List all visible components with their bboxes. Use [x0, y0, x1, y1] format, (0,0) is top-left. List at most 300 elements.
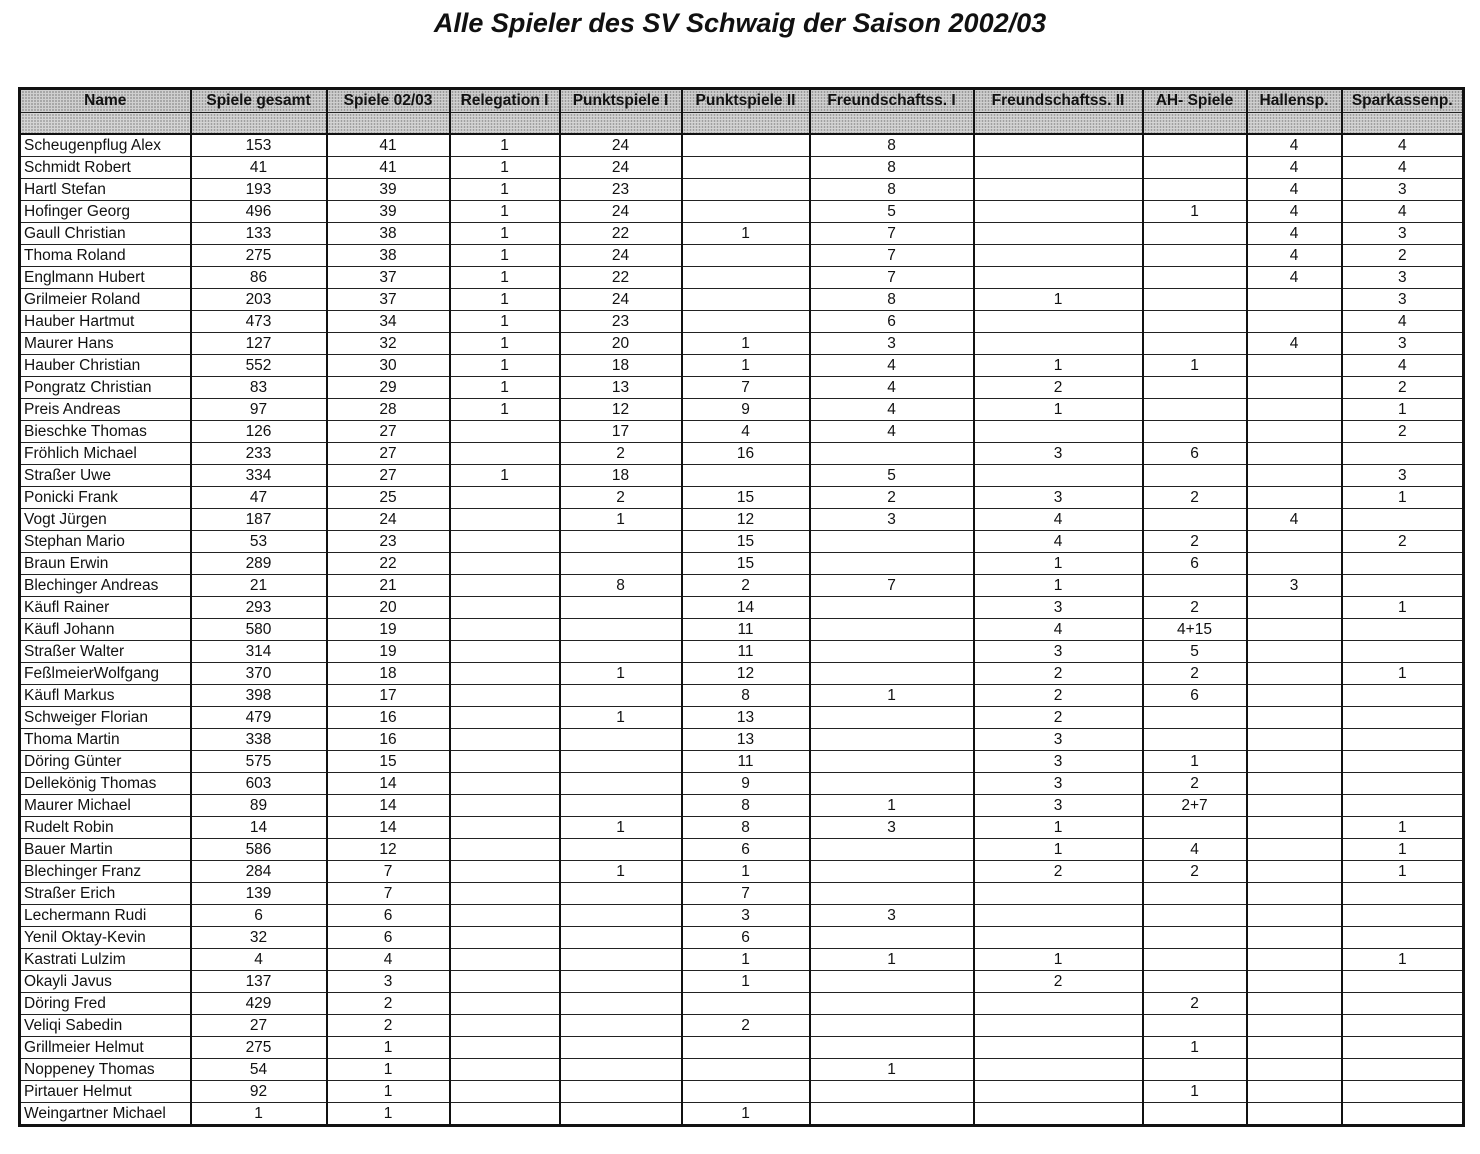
value-cell: [1143, 267, 1247, 289]
value-cell: [682, 267, 810, 289]
value-cell: [560, 597, 682, 619]
value-cell: 3: [974, 443, 1143, 465]
value-cell: 16: [682, 443, 810, 465]
value-cell: 92: [191, 1081, 327, 1103]
value-cell: 6: [682, 927, 810, 949]
value-cell: 1: [1342, 949, 1464, 971]
value-cell: [974, 1037, 1143, 1059]
value-cell: 23: [560, 311, 682, 333]
value-cell: [1247, 553, 1342, 575]
value-cell: 126: [191, 421, 327, 443]
value-cell: 1: [450, 223, 560, 245]
value-cell: [974, 179, 1143, 201]
value-cell: 1: [450, 179, 560, 201]
value-cell: 2: [1143, 531, 1247, 553]
value-cell: 4: [1247, 134, 1342, 157]
value-cell: [1247, 861, 1342, 883]
player-name-cell: Vogt Jürgen: [20, 509, 191, 531]
value-cell: 1: [682, 223, 810, 245]
document-title: Alle Spieler des SV Schwaig der Saison 2002/03: [433, 8, 1047, 38]
value-cell: [450, 1103, 560, 1126]
value-cell: [1247, 839, 1342, 861]
value-cell: 39: [327, 201, 450, 223]
value-cell: [560, 1037, 682, 1059]
value-cell: [560, 1103, 682, 1126]
value-cell: 334: [191, 465, 327, 487]
value-cell: 4: [810, 377, 974, 399]
player-name-cell: Bauer Martin: [20, 839, 191, 861]
value-cell: 1: [450, 289, 560, 311]
player-name-cell: Hauber Hartmut: [20, 311, 191, 333]
value-cell: [1143, 465, 1247, 487]
value-cell: 575: [191, 751, 327, 773]
table-row: [20, 311, 1464, 333]
value-cell: [810, 993, 974, 1015]
value-cell: 15: [682, 531, 810, 553]
value-cell: 24: [560, 245, 682, 267]
value-cell: 7: [810, 267, 974, 289]
value-cell: 8: [810, 134, 974, 157]
value-cell: [1247, 795, 1342, 817]
player-table: [18, 87, 1465, 1127]
value-cell: 6: [327, 905, 450, 927]
value-cell: [1342, 443, 1464, 465]
value-cell: 1: [974, 575, 1143, 597]
player-name-cell: Grilmeier Roland: [20, 289, 191, 311]
player-name-cell: Käufl Markus: [20, 685, 191, 707]
table-row: [20, 421, 1464, 443]
value-cell: 41: [327, 157, 450, 179]
table-row: [20, 443, 1464, 465]
value-cell: 2: [1143, 597, 1247, 619]
value-cell: [1247, 311, 1342, 333]
value-cell: [1143, 223, 1247, 245]
value-cell: 4: [327, 949, 450, 971]
value-cell: 2: [974, 663, 1143, 685]
table-row: [20, 729, 1464, 751]
value-cell: [1247, 641, 1342, 663]
player-name-cell: Döring Günter: [20, 751, 191, 773]
table-row: [20, 751, 1464, 773]
value-cell: 13: [682, 707, 810, 729]
value-cell: 2: [974, 971, 1143, 993]
value-cell: 1: [450, 157, 560, 179]
value-cell: [1247, 949, 1342, 971]
value-cell: 30: [327, 355, 450, 377]
value-cell: [682, 1037, 810, 1059]
value-cell: 2: [974, 377, 1143, 399]
value-cell: 7: [682, 377, 810, 399]
value-cell: 6: [682, 839, 810, 861]
value-cell: 2: [1143, 993, 1247, 1015]
table-row: [20, 465, 1464, 487]
value-cell: 1: [191, 1103, 327, 1126]
value-cell: 14: [327, 795, 450, 817]
value-cell: 1: [327, 1059, 450, 1081]
value-cell: 4: [1342, 201, 1464, 223]
player-name-cell: Schweiger Florian: [20, 707, 191, 729]
value-cell: 4+15: [1143, 619, 1247, 641]
player-name-cell: Maurer Hans: [20, 333, 191, 355]
value-cell: 1: [450, 399, 560, 421]
value-cell: 233: [191, 443, 327, 465]
table-row: [20, 707, 1464, 729]
value-cell: [1342, 553, 1464, 575]
value-cell: 20: [327, 597, 450, 619]
value-cell: [1342, 685, 1464, 707]
value-cell: 32: [191, 927, 327, 949]
value-cell: [1143, 971, 1247, 993]
value-cell: 38: [327, 245, 450, 267]
value-cell: 19: [327, 619, 450, 641]
player-name-cell: Gaull Christian: [20, 223, 191, 245]
value-cell: [1342, 641, 1464, 663]
value-cell: 21: [191, 575, 327, 597]
value-cell: [1143, 575, 1247, 597]
value-cell: [1342, 575, 1464, 597]
value-cell: [810, 1103, 974, 1126]
value-cell: [450, 487, 560, 509]
value-cell: [560, 531, 682, 553]
value-cell: 2: [1143, 861, 1247, 883]
value-cell: [560, 1081, 682, 1103]
player-name-cell: Englmann Hubert: [20, 267, 191, 289]
value-cell: [810, 773, 974, 795]
value-cell: 4: [1247, 179, 1342, 201]
column-header: Sparkassenp.: [1342, 89, 1464, 113]
value-cell: 4: [810, 421, 974, 443]
table-row: [20, 883, 1464, 905]
value-cell: 5: [810, 201, 974, 223]
value-cell: [974, 905, 1143, 927]
value-cell: 552: [191, 355, 327, 377]
value-cell: 4: [1247, 201, 1342, 223]
value-cell: [560, 993, 682, 1015]
value-cell: 41: [191, 157, 327, 179]
player-name-cell: Yenil Oktay-Kevin: [20, 927, 191, 949]
value-cell: [560, 1059, 682, 1081]
value-cell: [1143, 1015, 1247, 1037]
player-name-cell: Kastrati Lulzim: [20, 949, 191, 971]
value-cell: 3: [810, 817, 974, 839]
value-cell: [450, 751, 560, 773]
value-cell: 21: [327, 575, 450, 597]
value-cell: 2: [974, 707, 1143, 729]
value-cell: 4: [1143, 839, 1247, 861]
value-cell: [450, 641, 560, 663]
table-row: [20, 377, 1464, 399]
value-cell: 1: [974, 355, 1143, 377]
value-cell: [1247, 1081, 1342, 1103]
value-cell: 133: [191, 223, 327, 245]
value-cell: 97: [191, 399, 327, 421]
player-name-cell: Stephan Mario: [20, 531, 191, 553]
value-cell: 22: [560, 223, 682, 245]
value-cell: [560, 795, 682, 817]
value-cell: 275: [191, 245, 327, 267]
table-row: [20, 861, 1464, 883]
value-cell: 12: [682, 509, 810, 531]
table-row: [20, 685, 1464, 707]
value-cell: 3: [327, 971, 450, 993]
value-cell: [1143, 509, 1247, 531]
value-cell: 3: [682, 905, 810, 927]
value-cell: [810, 729, 974, 751]
value-cell: [1247, 1103, 1342, 1126]
player-name-cell: Rudelt Robin: [20, 817, 191, 839]
value-cell: [1247, 597, 1342, 619]
value-cell: 1: [974, 289, 1143, 311]
value-cell: [810, 641, 974, 663]
player-name-cell: Hofinger Georg: [20, 201, 191, 223]
value-cell: 3: [974, 487, 1143, 509]
player-name-cell: FeßlmeierWolfgang: [20, 663, 191, 685]
value-cell: [1342, 883, 1464, 905]
player-name-cell: Fröhlich Michael: [20, 443, 191, 465]
table-row: [20, 949, 1464, 971]
value-cell: 429: [191, 993, 327, 1015]
value-cell: 1: [1143, 1037, 1247, 1059]
value-cell: 22: [560, 267, 682, 289]
table-row: [20, 531, 1464, 553]
value-cell: 24: [560, 289, 682, 311]
value-cell: [560, 619, 682, 641]
value-cell: 4: [1342, 355, 1464, 377]
value-cell: 24: [560, 134, 682, 157]
value-cell: [1247, 289, 1342, 311]
value-cell: 284: [191, 861, 327, 883]
value-cell: [1342, 1037, 1464, 1059]
value-cell: 4: [1247, 267, 1342, 289]
value-cell: 1: [450, 377, 560, 399]
value-cell: 17: [560, 421, 682, 443]
value-cell: 1: [450, 355, 560, 377]
value-cell: 275: [191, 1037, 327, 1059]
column-header: Freundschaftss. I: [810, 89, 974, 113]
value-cell: 15: [682, 553, 810, 575]
value-cell: 9: [682, 399, 810, 421]
value-cell: [1342, 1015, 1464, 1037]
value-cell: 3: [1342, 465, 1464, 487]
value-cell: [1342, 971, 1464, 993]
value-cell: [1342, 619, 1464, 641]
column-header: Name: [20, 89, 191, 113]
player-name-cell: Käufl Rainer: [20, 597, 191, 619]
value-cell: [560, 927, 682, 949]
value-cell: 4: [974, 531, 1143, 553]
value-cell: 9: [682, 773, 810, 795]
value-cell: [450, 773, 560, 795]
value-cell: 1: [974, 949, 1143, 971]
table-row: [20, 157, 1464, 179]
value-cell: [560, 773, 682, 795]
value-cell: 473: [191, 311, 327, 333]
value-cell: 2: [1342, 377, 1464, 399]
value-cell: 4: [1247, 157, 1342, 179]
column-header: Spiele 02/03: [327, 89, 450, 113]
value-cell: 1: [1143, 355, 1247, 377]
table-row: [20, 1015, 1464, 1037]
value-cell: [1143, 905, 1247, 927]
value-cell: [1342, 1103, 1464, 1126]
value-cell: [450, 795, 560, 817]
value-cell: [682, 289, 810, 311]
value-cell: 370: [191, 663, 327, 685]
value-cell: [1247, 751, 1342, 773]
table-row: [20, 333, 1464, 355]
value-cell: 1: [1342, 839, 1464, 861]
value-cell: [1247, 377, 1342, 399]
table-row: [20, 575, 1464, 597]
value-cell: 139: [191, 883, 327, 905]
value-cell: 4: [191, 949, 327, 971]
value-cell: 1: [1342, 487, 1464, 509]
value-cell: [682, 179, 810, 201]
player-name-cell: Thoma Martin: [20, 729, 191, 751]
value-cell: 2: [1143, 773, 1247, 795]
value-cell: [974, 134, 1143, 157]
value-cell: 4: [682, 421, 810, 443]
table-row: [20, 839, 1464, 861]
value-cell: [560, 971, 682, 993]
value-cell: 11: [682, 619, 810, 641]
value-cell: [560, 553, 682, 575]
player-name-cell: Straßer Erich: [20, 883, 191, 905]
value-cell: [810, 531, 974, 553]
table-row: [20, 905, 1464, 927]
player-name-cell: Schmidt Robert: [20, 157, 191, 179]
value-cell: 289: [191, 553, 327, 575]
value-cell: [1342, 1081, 1464, 1103]
table-row: [20, 487, 1464, 509]
value-cell: [974, 333, 1143, 355]
value-cell: 11: [682, 751, 810, 773]
value-cell: [1247, 685, 1342, 707]
header-row: [20, 89, 1464, 113]
value-cell: [1342, 905, 1464, 927]
value-cell: [450, 1081, 560, 1103]
value-cell: 2: [810, 487, 974, 509]
value-cell: [450, 949, 560, 971]
player-name-cell: Pirtauer Helmut: [20, 1081, 191, 1103]
value-cell: 193: [191, 179, 327, 201]
value-cell: 2: [1342, 531, 1464, 553]
value-cell: 23: [327, 531, 450, 553]
value-cell: 6: [191, 905, 327, 927]
value-cell: 24: [560, 201, 682, 223]
player-name-cell: Weingartner Michael: [20, 1103, 191, 1126]
value-cell: [450, 1059, 560, 1081]
value-cell: [810, 1015, 974, 1037]
value-cell: 4: [1247, 333, 1342, 355]
value-cell: 6: [327, 927, 450, 949]
player-name-cell: Thoma Roland: [20, 245, 191, 267]
value-cell: 89: [191, 795, 327, 817]
value-cell: 1: [1342, 663, 1464, 685]
value-cell: [1247, 465, 1342, 487]
value-cell: [1143, 1103, 1247, 1126]
value-cell: 41: [327, 134, 450, 157]
value-cell: 3: [974, 751, 1143, 773]
value-cell: [560, 685, 682, 707]
player-name-cell: Bieschke Thomas: [20, 421, 191, 443]
value-cell: 8: [682, 685, 810, 707]
value-cell: 5: [1143, 641, 1247, 663]
value-cell: [974, 927, 1143, 949]
value-cell: 17: [327, 685, 450, 707]
value-cell: 1: [1342, 861, 1464, 883]
value-cell: 2: [974, 685, 1143, 707]
value-cell: 83: [191, 377, 327, 399]
value-cell: [810, 1081, 974, 1103]
value-cell: [974, 267, 1143, 289]
value-cell: [450, 619, 560, 641]
value-cell: [450, 883, 560, 905]
value-cell: 1: [682, 355, 810, 377]
value-cell: [450, 971, 560, 993]
value-cell: [1143, 399, 1247, 421]
value-cell: [974, 1015, 1143, 1037]
value-cell: 2: [1143, 663, 1247, 685]
value-cell: 1: [560, 663, 682, 685]
value-cell: 14: [327, 773, 450, 795]
value-cell: 1: [682, 861, 810, 883]
table-row: [20, 817, 1464, 839]
player-name-cell: Noppeney Thomas: [20, 1059, 191, 1081]
value-cell: 19: [327, 641, 450, 663]
value-cell: 13: [682, 729, 810, 751]
player-name-cell: Käufl Johann: [20, 619, 191, 641]
value-cell: 187: [191, 509, 327, 531]
value-cell: [1143, 134, 1247, 157]
value-cell: 8: [810, 289, 974, 311]
value-cell: [1247, 1037, 1342, 1059]
value-cell: 27: [327, 443, 450, 465]
value-cell: [450, 575, 560, 597]
value-cell: 4: [974, 619, 1143, 641]
value-cell: 2: [1143, 487, 1247, 509]
value-cell: [810, 553, 974, 575]
value-cell: 1: [450, 134, 560, 157]
value-cell: 3: [974, 641, 1143, 663]
player-name-cell: Preis Andreas: [20, 399, 191, 421]
value-cell: [450, 597, 560, 619]
value-cell: 1: [682, 333, 810, 355]
value-cell: [810, 839, 974, 861]
value-cell: 3: [810, 509, 974, 531]
value-cell: 22: [327, 553, 450, 575]
table-row: [20, 773, 1464, 795]
value-cell: 580: [191, 619, 327, 641]
value-cell: [1143, 311, 1247, 333]
table-row: [20, 223, 1464, 245]
value-cell: [1247, 1015, 1342, 1037]
value-cell: [1143, 289, 1247, 311]
value-cell: 47: [191, 487, 327, 509]
table-row: [20, 1059, 1464, 1081]
value-cell: 7: [327, 883, 450, 905]
value-cell: 7: [810, 575, 974, 597]
table-row: [20, 641, 1464, 663]
value-cell: 2: [974, 861, 1143, 883]
value-cell: 603: [191, 773, 327, 795]
value-cell: [682, 1059, 810, 1081]
value-cell: [450, 993, 560, 1015]
value-cell: 1: [450, 201, 560, 223]
value-cell: [1342, 927, 1464, 949]
value-cell: [1342, 707, 1464, 729]
player-table-container: [18, 87, 1462, 1127]
